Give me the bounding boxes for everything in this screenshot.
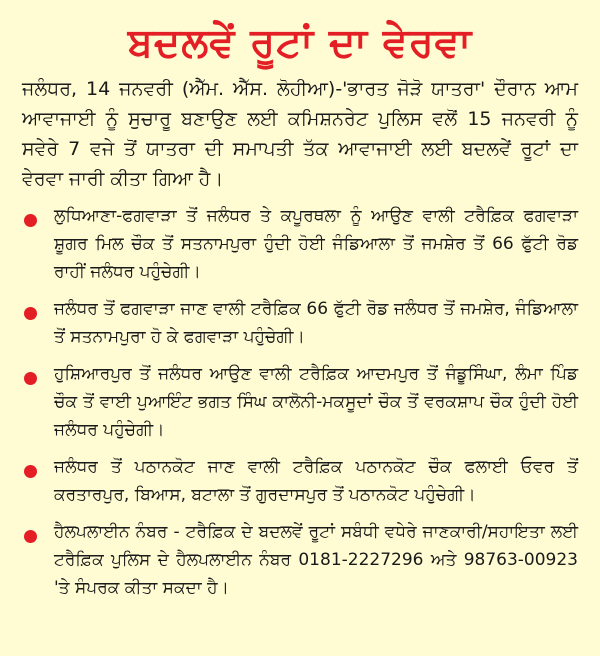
bullet-icon bbox=[24, 307, 37, 320]
bullet-icon bbox=[24, 530, 37, 543]
bullet-icon bbox=[24, 214, 37, 227]
list-item-text: ਹੁਸ਼ਿਆਰਪੁਰ ਤੋਂ ਜਲੰਧਰ ਆਉਣ ਵਾਲੀ ਟਰੈਫ਼ਿਕ ਆਦਮਪੁਰ ਤੋਂ ਜੰਡੂਸਿੰਘਾ, ਲੰਮਾ ਪਿੰਡ ਚੌਕ ਤੋਂ ਵਾਈ ਪੁਆਇੰਟ ਭਗਤ ਸਿੰਘ ਕਾਲੋਨੀ-ਮਕਸੂਦਾਂ ਚੌਕ ਤੋਂ ਵਰਕਸ਼ਾਪ ਚੌਕ ਹੁੰਦੀ ਹੋਈ ਜਲੰਧਰ ਪਹੁੰਚੇਗੀ। bbox=[54, 364, 578, 440]
headline: ਬਦਲਵੇਂ ਰੂਟਾਂ ਦਾ ਵੇਰਵਾ bbox=[127, 20, 473, 66]
bullet-icon bbox=[24, 372, 37, 385]
list-item bbox=[22, 202, 578, 286]
route-list bbox=[22, 202, 578, 602]
bullet-icon bbox=[24, 465, 37, 478]
list-item bbox=[22, 518, 578, 602]
list-item bbox=[22, 453, 578, 509]
list-item-text: ਜਲੰਧਰ ਤੋਂ ਫਗਵਾੜਾ ਜਾਣ ਵਾਲੀ ਟਰੈਫ਼ਿਕ 66 ਫੁੱਟੀ ਰੋਡ ਜਲੰਧਰ ਤੋਂ ਜਮਸ਼ੇਰ, ਜੰਡਿਆਲਾ ਤੋਂ ਸਤਨਾਮਪੁਰਾ ਹੋ ਕੇ ਫਗਵਾੜਾ ਪਹੁੰਚੇਗੀ। bbox=[54, 299, 578, 347]
intro-paragraph bbox=[22, 74, 578, 194]
dateline: ਜਲੰਧਰ, 14 ਜਨਵਰੀ (ਐੱਮ. ਐੱਸ. ਲੋਹੀਆ) bbox=[22, 78, 336, 100]
list-item bbox=[22, 360, 578, 444]
list-item bbox=[22, 295, 578, 351]
intro-text: -'ਭਾਰਤ ਜੋੜੋ ਯਾਤਰਾ' ਦੌਰਾਨ ਆਮ ਆਵਾਜਾਈ ਨੂੰ ਸੁਚਾਰੂ ਬਣਾਉਣ ਲਈ ਕਮਿਸ਼ਨਰੇਟ ਪੁਲਿਸ ਵਲੋਂ 15 ਜਨਵਰੀ ਨੂੰ ਸਵੇਰੇ 7 ਵਜੇ ਤੋਂ ਯਾਤਰਾ ਦੀ ਸਮਾਪਤੀ ਤੱਕ ਆਵਾਜਾਈ ਲਈ ਬਦਲਵੇਂ ਰੂਟਾਂ ਦਾ ਵੇਰਵਾ ਜਾਰੀ ਕੀਤਾ ਗਿਆ ਹੈ। bbox=[22, 78, 578, 190]
list-item-text: ਲੁਧਿਆਣਾ-ਫਗਵਾੜਾ ਤੋਂ ਜਲੰਧਰ ਤੇ ਕਪੂਰਥਲਾ ਨੂੰ ਆਉਣ ਵਾਲੀ ਟਰੈਫ਼ਿਕ ਫਗਵਾੜਾ ਸ਼ੂਗਰ ਮਿਲ ਚੌਕ ਤੋਂ ਸਤਨਾਮਪੁਰਾ ਹੁੰਦੀ ਹੋਈ ਜੰਡਿਆਲਾ ਤੋਂ ਜਮਸ਼ੇਰ ਤੋਂ 66 ਫੁੱਟੀ ਰੋਡ ਰਾਹੀਂ ਜਲੰਧਰ ਪਹੁੰਚੇਗੀ। bbox=[54, 206, 578, 282]
list-item-text: ਹੈਲਪਲਾਈਨ ਨੰਬਰ - ਟਰੈਫ਼ਿਕ ਦੇ ਬਦਲਵੇਂ ਰੂਟਾਂ ਸਬੰਧੀ ਵਧੇਰੇ ਜਾਣਕਾਰੀ/ਸਹਾਇਤਾ ਲਈ ਟਰੈਫ਼ਿਕ ਪੁਲਿਸ ਦੇ ਹੈਲਪਲਾਈਨ ਨੰਬਰ 0181-2227296 ਅਤੇ 98763-00923 'ਤੇ ਸੰਪਰਕ ਕੀਤਾ ਸਕਦਾ ਹੈ। bbox=[54, 522, 578, 598]
list-item-text: ਜਲੰਧਰ ਤੋਂ ਪਠਾਨਕੋਟ ਜਾਣ ਵਾਲੀ ਟਰੈਫ਼ਿਕ ਪਠਾਨਕੋਟ ਚੌਕ ਫਲਾਈ ਓਵਰ ਤੋਂ ਕਰਤਾਰਪੁਰ, ਬਿਆਸ, ਬਟਾਲਾ ਤੋਂ ਗੁਰਦਾਸਪੁਰ ਤੋਂ ਪਠਾਨਕੋਟ ਪਹੁੰਚੇਗੀ। bbox=[54, 457, 578, 505]
